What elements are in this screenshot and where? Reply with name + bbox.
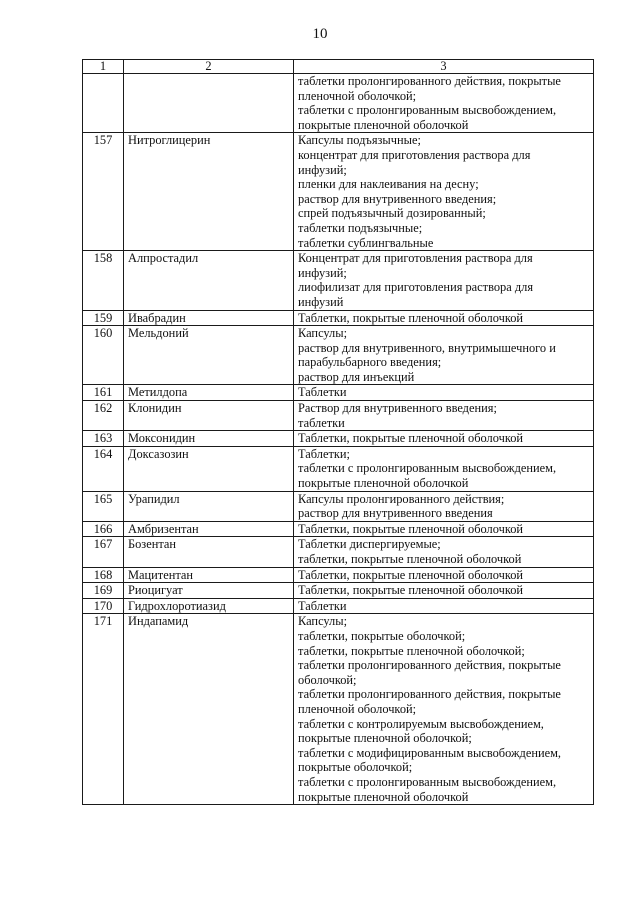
dosage-form-line: лиофилизат для приготовления раствора для (298, 280, 534, 295)
table-row (83, 567, 594, 583)
dosage-form-line: концентрат для приготовления раствора для (298, 147, 531, 162)
table-row (83, 583, 594, 599)
dosage-form-line: таблетки с модифицированным высвобождением, (298, 745, 562, 760)
drug-name-cell: Риоцигуат (124, 583, 294, 599)
dosage-form-line: Таблетки, покрытые пленочной оболочкой (298, 310, 524, 325)
dosage-form-line: покрытые пленочной оболочкой; (298, 731, 472, 746)
row-number-cell: 166 (83, 521, 124, 537)
drug-name-cell: Урапидил (124, 491, 294, 521)
dosage-forms-cell (294, 401, 594, 431)
dosage-form-line: инфузий; (298, 265, 347, 280)
row-number-cell: 165 (83, 491, 124, 521)
table-row (83, 431, 594, 447)
dosage-form-line: раствор для внутривенного введения; (298, 191, 497, 206)
drug-name-cell: Алпростадил (124, 251, 294, 310)
table-row (83, 446, 594, 491)
dosage-form-line: пленочной оболочкой; (298, 701, 417, 716)
row-number-cell: 167 (83, 537, 124, 567)
drug-name-cell: Индапамид (124, 614, 294, 805)
table-row (83, 326, 594, 385)
dosage-form-line: таблетки с пролонгированным высвобождением, (298, 774, 557, 789)
dosage-form-line: Таблетки, покрытые пленочной оболочкой (298, 567, 524, 582)
dosage-forms-cell (294, 567, 594, 583)
dosage-form-line: Таблетки, покрытые пленочной оболочкой (298, 583, 524, 598)
dosage-form-line: пленочной оболочкой; (298, 88, 417, 103)
dosage-form-line: Капсулы пролонгированного действия; (298, 491, 505, 506)
drug-table (82, 59, 594, 805)
table-row (83, 614, 594, 805)
table-row (83, 491, 594, 521)
dosage-forms-cell (294, 614, 594, 805)
drug-name-cell: Амбризентан (124, 521, 294, 537)
dosage-form-line: покрытые пленочной оболочкой (298, 789, 469, 804)
drug-name-cell (124, 74, 294, 133)
dosage-form-line: таблетки, покрытые пленочной оболочкой; (298, 643, 525, 658)
dosage-form-line: парабульбарного введения; (298, 355, 442, 370)
dosage-form-line: таблетки сублингвальные (298, 235, 434, 250)
dosage-form-line: спрей подъязычный дозированный; (298, 206, 486, 221)
drug-name-cell: Клонидин (124, 401, 294, 431)
dosage-forms-cell (294, 491, 594, 521)
row-number-cell: 161 (83, 385, 124, 401)
dosage-form-line: таблетки с контролируемым высвобождением, (298, 716, 544, 731)
dosage-form-line: таблетки (298, 415, 345, 430)
dosage-form-line: раствор для инъекций (298, 369, 415, 384)
table-body (83, 74, 594, 805)
dosage-forms-cell (294, 431, 594, 447)
dosage-forms-cell (294, 598, 594, 614)
row-number-cell: 159 (83, 310, 124, 326)
dosage-form-line: Таблетки (298, 598, 347, 613)
dosage-form-line: пленки для наклеивания на десну; (298, 177, 479, 192)
dosage-form-line: оболочкой; (298, 672, 357, 687)
dosage-forms-cell (294, 74, 594, 133)
drug-name-cell: Нитроглицерин (124, 133, 294, 251)
drug-name-cell: Гидрохлоротиазид (124, 598, 294, 614)
row-number-cell: 170 (83, 598, 124, 614)
dosage-form-line: Капсулы; (298, 614, 348, 629)
dosage-form-line: таблетки, покрытые пленочной оболочкой (298, 552, 522, 566)
row-number-cell: 158 (83, 251, 124, 310)
dosage-form-line: таблетки подъязычные; (298, 220, 423, 235)
row-number-cell: 162 (83, 401, 124, 431)
dosage-form-line: Таблетки, покрытые пленочной оболочкой (298, 521, 524, 536)
dosage-form-line: таблетки пролонгированного действия, покрытые (298, 658, 561, 673)
dosage-form-line: Таблетки, покрытые пленочной оболочкой (298, 431, 524, 446)
row-number-cell: 171 (83, 614, 124, 805)
dosage-form-line: раствор для внутривенного введения (298, 506, 493, 521)
dosage-form-line: инфузий (298, 294, 344, 309)
dosage-form-line: Раствор для внутривенного введения; (298, 401, 497, 416)
dosage-form-line: таблетки с пролонгированным высвобождением, (298, 461, 557, 476)
dosage-form-line: покрытые пленочной оболочкой (298, 476, 469, 491)
dosage-forms-cell (294, 583, 594, 599)
dosage-form-line: Таблетки диспергируемые; (298, 537, 441, 552)
dosage-form-line: Капсулы подъязычные; (298, 133, 421, 148)
page-number: 10 (312, 26, 328, 42)
dosage-forms-cell (294, 310, 594, 326)
drug-name-cell: Мацитентан (124, 567, 294, 583)
dosage-form-line: раствор для внутривенного, внутримышечного и (298, 340, 556, 355)
dosage-forms-cell (294, 521, 594, 537)
table-row (83, 521, 594, 537)
dosage-forms-cell (294, 537, 594, 567)
table-row (83, 133, 594, 251)
drug-name-cell: Мельдоний (124, 326, 294, 385)
drug-name-cell: Метилдопа (124, 385, 294, 401)
dosage-form-line: таблетки пролонгированного действия, покрытые (298, 687, 561, 702)
dosage-form-line: Капсулы; (298, 326, 348, 341)
table-row (83, 537, 594, 567)
row-number-cell: 169 (83, 583, 124, 599)
dosage-form-line: таблетки с пролонгированным высвобождением, (298, 103, 557, 118)
table-row (83, 310, 594, 326)
dosage-forms-cell (294, 326, 594, 385)
drug-name-cell: Доксазозин (124, 446, 294, 491)
column-header-number: 1 (83, 60, 124, 74)
dosage-forms-cell (294, 133, 594, 251)
dosage-forms-cell (294, 251, 594, 310)
dosage-forms-cell (294, 446, 594, 491)
table-row (83, 401, 594, 431)
drug-name-cell: Моксонидин (124, 431, 294, 447)
dosage-form-line: таблетки, покрытые оболочкой; (298, 628, 466, 643)
dosage-form-line: Концентрат для приготовления раствора для (298, 251, 533, 266)
table-row (83, 598, 594, 614)
dosage-form-line: покрытые пленочной оболочкой (298, 117, 469, 132)
dosage-forms-cell (294, 385, 594, 401)
row-number-cell: 157 (83, 133, 124, 251)
dosage-form-line: инфузий; (298, 162, 347, 177)
dosage-form-line: Таблетки; (298, 446, 350, 461)
row-number-cell: 160 (83, 326, 124, 385)
dosage-form-line: таблетки пролонгированного действия, покрытые (298, 74, 561, 88)
table-row (83, 251, 594, 310)
dosage-form-line: покрытые оболочкой; (298, 760, 413, 775)
drug-name-cell: Бозентан (124, 537, 294, 567)
table-header-row (83, 60, 594, 74)
column-header-forms: 3 (294, 60, 594, 74)
row-number-cell: 168 (83, 567, 124, 583)
row-number-cell (83, 74, 124, 133)
table-row (83, 385, 594, 401)
table-row (83, 74, 594, 133)
column-header-name: 2 (124, 60, 294, 74)
row-number-cell: 163 (83, 431, 124, 447)
drug-name-cell: Ивабрадин (124, 310, 294, 326)
dosage-form-line: Таблетки (298, 385, 347, 400)
row-number-cell: 164 (83, 446, 124, 491)
